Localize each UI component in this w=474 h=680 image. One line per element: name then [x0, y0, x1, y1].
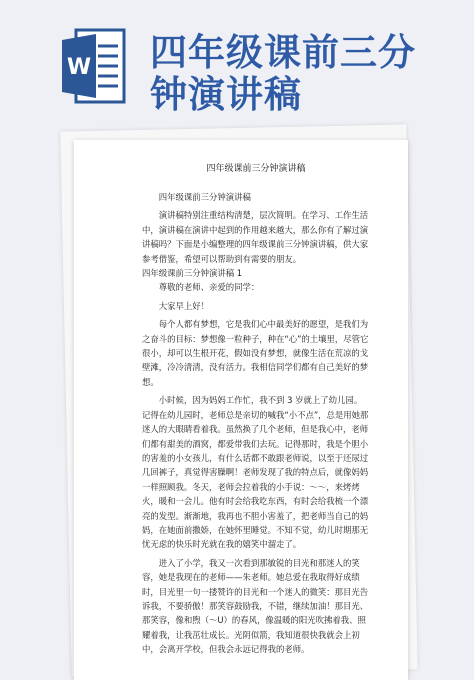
- banner-title: 四年级课前三分钟演讲稿: [150, 31, 416, 116]
- intro-paragraph: 演讲稿特别注重结构清楚，层次简明。在学习、工作生活中，演讲稿在演讲中起到的作用越来越大，那么你有了解过演讲稿吗？下面是小编整理的四年级课前三分钟演讲稿，供大家参考借鉴，希望可以帮助到有需要的朋友。: [142, 210, 369, 264]
- greeting: 尊敬的老师、亲爱的同学：: [158, 282, 260, 293]
- banner: [0, 0, 474, 140]
- paragraph-2: 小时候，因为妈妈工作忙，我不到 3 岁就上了幼儿园。记得在幼儿园时，老师总是亲切的喊我“小不点”，总是用她那迷人的大眼睛看着我。虽然换了几个老师，但是我心中，老师们都有甜美的酒窝，都爱带我们去玩。记得那时，我是个胆小的害羞的小女孩儿，有什么话都不敢跟老师说，以至于还尿过几回裤子，真觉得害臊啊！老师发现了我的特点后，就像妈妈一样照顾我。冬天，老师会拉着我的小手说：～～，来烤烤火，暖和一会儿。他有时会给我吃东西，有时会给我梳一个漂亮的发型。渐渐地，我再也不胆小害羞了，把老师当自己的妈妈，在她面前撒娇，在她怀里睡觉。不知不觉，幼儿时期那无忧无虑的快乐时光就在我的嬉笑中溜走了。: [142, 395, 369, 550]
- intro-title: 四年级课前三分钟演讲稿: [158, 192, 251, 202]
- document-heading: 四年级课前三分钟演讲稿: [206, 164, 306, 174]
- hello: 大家早上好！: [158, 300, 210, 311]
- paragraph-1: 每个人都有梦想，它是我们心中最美好的愿望，是我们为之奋斗的目标：梦想像一粒种子，种在“心”的土壤里，尽管它很小，却可以生根开花，假如没有梦想，就像生活在荒凉的戈壁滩，冷冷清清，没有活力。我相信同学们都有自己美好的梦想。: [142, 319, 369, 387]
- document-page: [74, 140, 408, 680]
- section-title: 四年级课前三分钟演讲稿 1: [142, 268, 243, 279]
- paragraph-3: 进入了小学，我又一次看到那敏锐的目光和那迷人的笑容，她是我现在的老师——朱老师。她总爱在我取得好成绩时，目光里一句一搂赞许的目光和一个迷人的微笑：那目光告诉我，不要骄傲！那笑容鼓励我，不错，继续加油！那目光、那笑容，像和煦（～U）的春风，像温暖的阳光吹拂着我、照耀着我，让我茁壮成长。光阴似箭，我知道很快我就会上初中，会离开学校，但我会永远记得我的老师。: [142, 557, 369, 655]
- svg-text:W: W: [66, 55, 92, 80]
- word-document-icon: [62, 28, 126, 104]
- document-body: [142, 162, 370, 657]
